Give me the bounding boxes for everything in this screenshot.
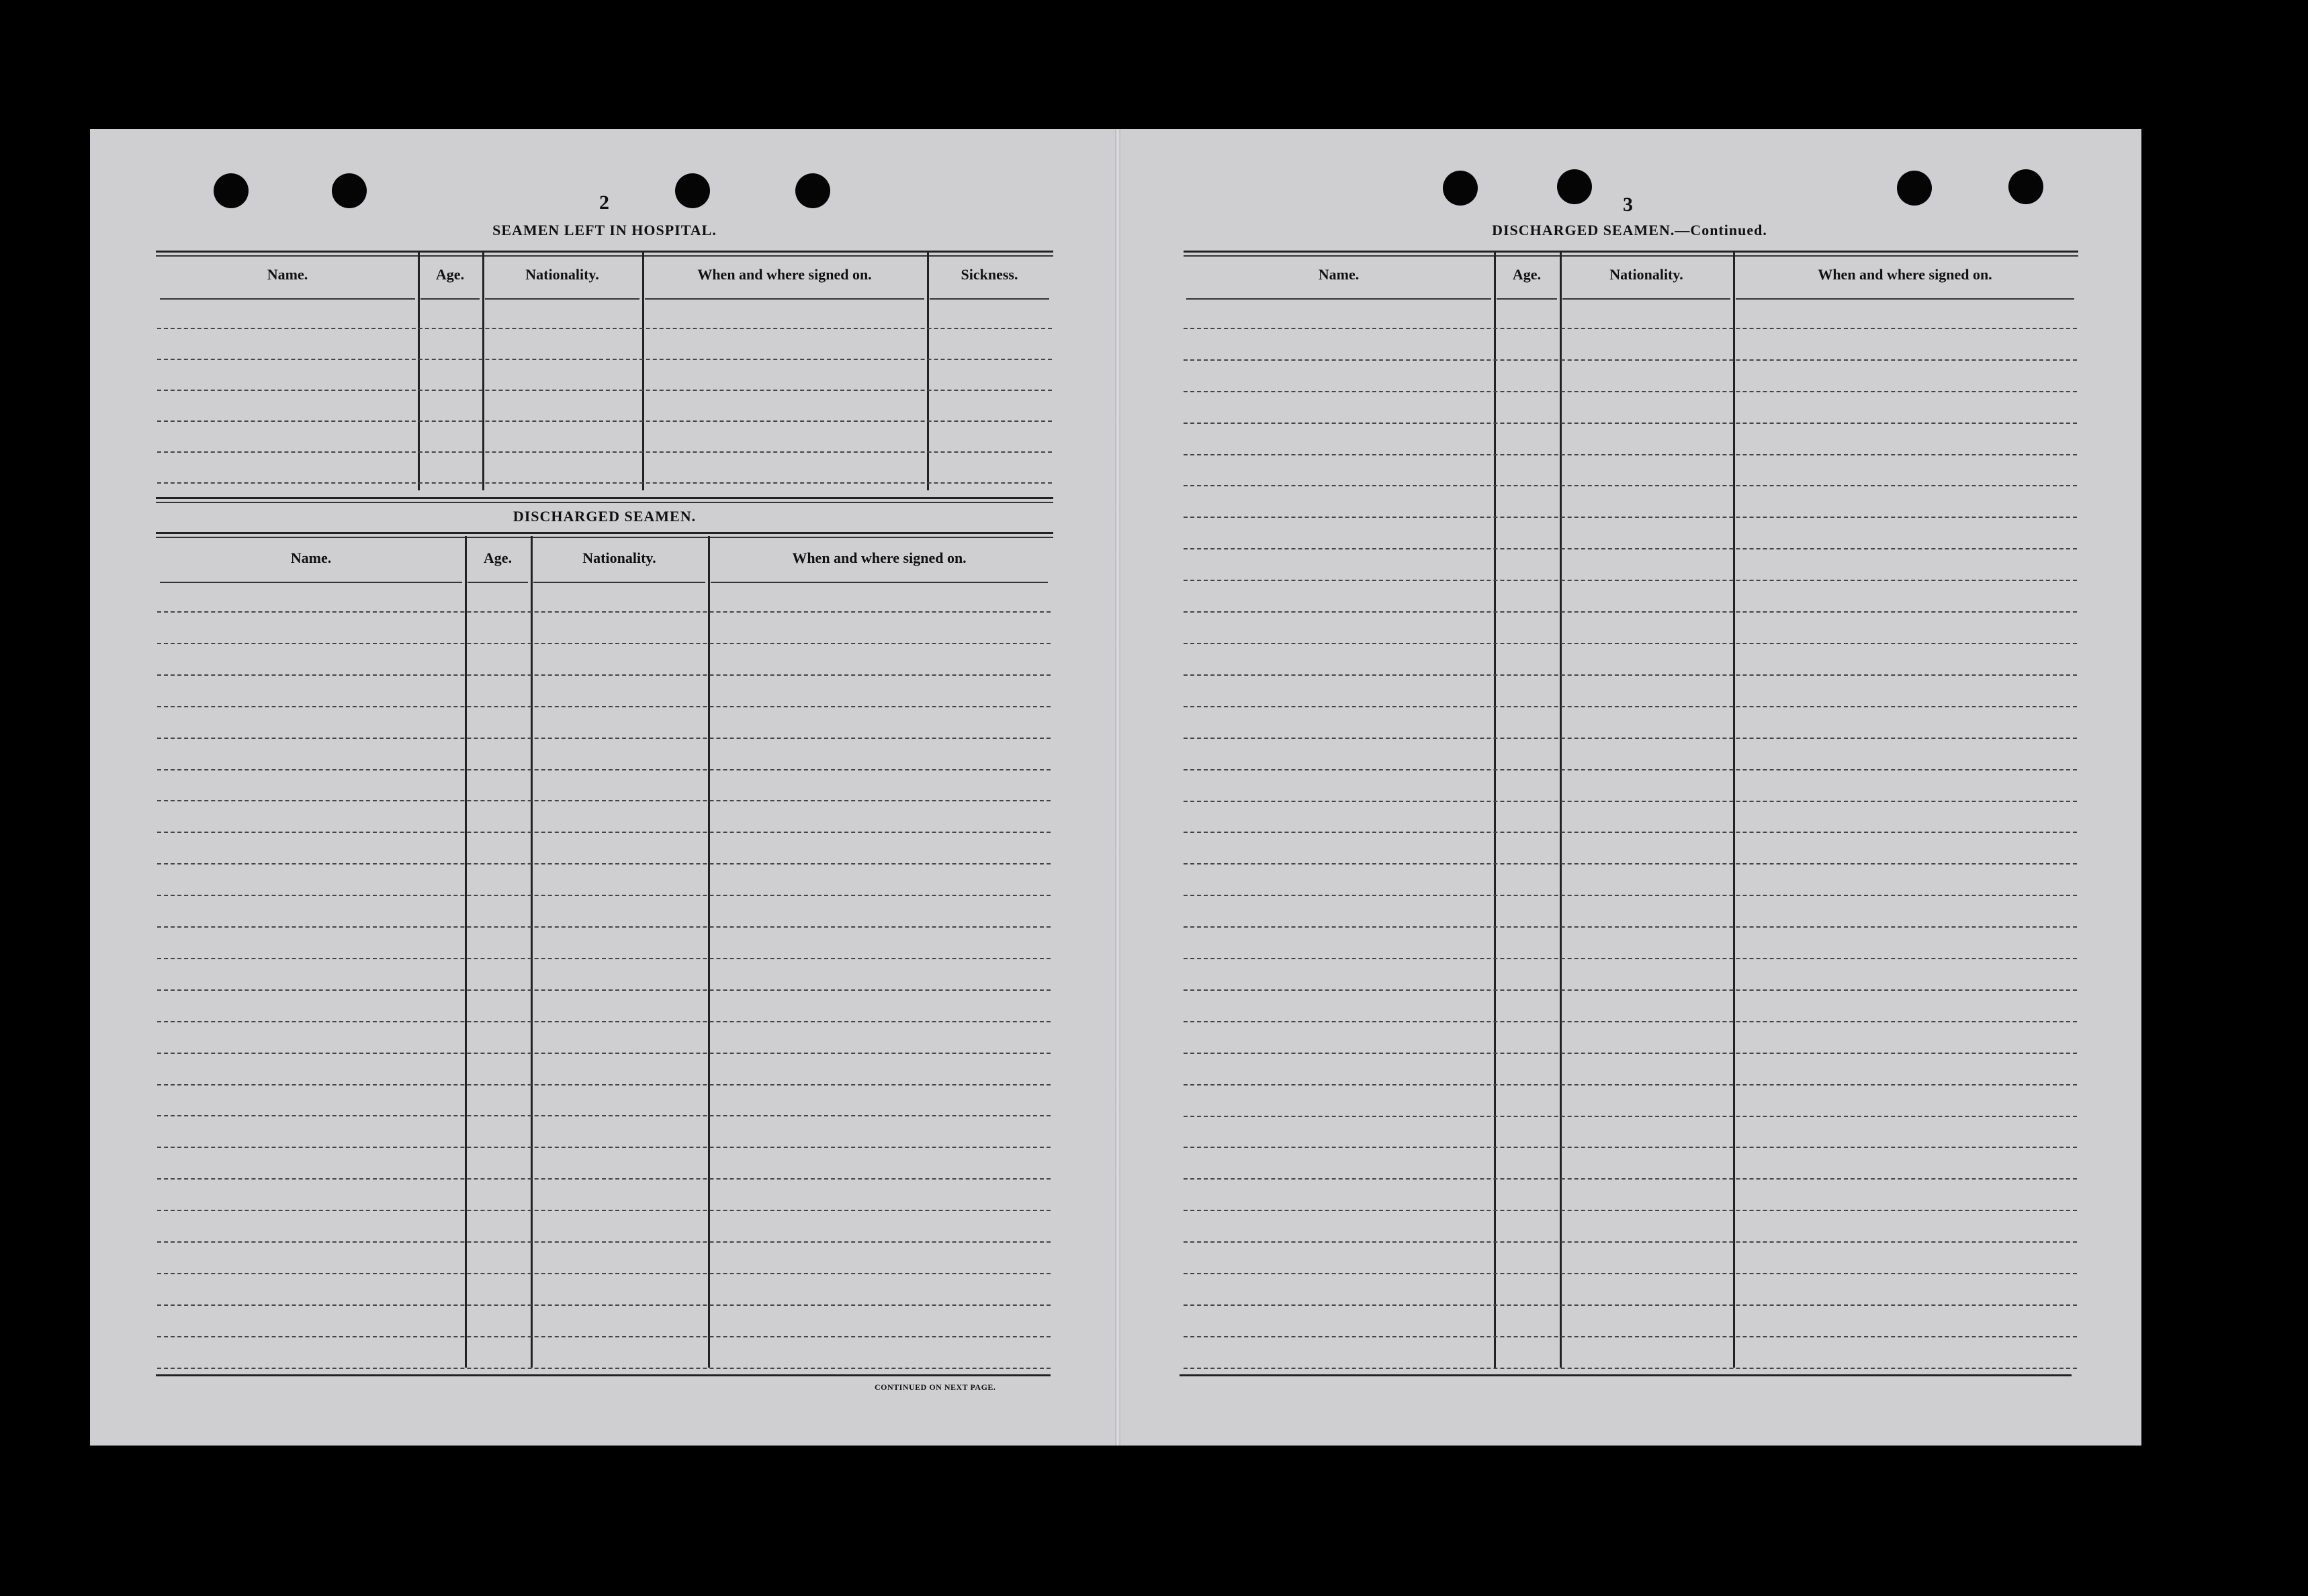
entry-line <box>157 1178 1051 1180</box>
entry-line <box>1184 1021 2077 1022</box>
entry-line <box>157 1273 1051 1274</box>
column-header-when-where-signed-on: When and where signed on. <box>1818 266 1992 283</box>
page-number-right: 3 <box>1623 193 1633 216</box>
discharged-continued-title: DISCHARGED SEAMEN.—Continued. <box>1492 222 1767 238</box>
column-header-sickness: Sickness. <box>961 266 1018 283</box>
column-divider <box>482 253 484 490</box>
entry-line <box>1184 895 2077 896</box>
column-divider <box>642 253 644 490</box>
entry-line <box>157 800 1051 801</box>
entry-line <box>157 706 1051 707</box>
entry-line <box>157 1021 1051 1022</box>
entry-line <box>1184 674 2077 676</box>
entry-line <box>1184 1178 2077 1180</box>
entry-line <box>157 738 1051 739</box>
entry-line <box>157 1336 1051 1337</box>
entry-line <box>1184 1116 2077 1117</box>
entry-line <box>157 863 1051 864</box>
entry-line <box>157 989 1051 991</box>
entry-line <box>1184 611 2077 613</box>
entry-line <box>157 451 1052 453</box>
entry-line <box>1184 1241 2077 1243</box>
column-header-name: Name. <box>267 266 308 283</box>
entry-line <box>1184 863 2077 864</box>
entry-line <box>1184 359 2077 361</box>
column-header-nationality: Nationality. <box>525 266 599 283</box>
entry-line <box>1184 454 2077 455</box>
entry-line <box>1184 706 2077 707</box>
entry-line <box>157 895 1051 896</box>
entry-line <box>1184 423 2077 424</box>
page-fold <box>1115 129 1120 1446</box>
entry-line <box>157 328 1052 329</box>
continued-note: CONTINUED ON NEXT PAGE. <box>875 1382 996 1392</box>
entry-line <box>1184 1084 2077 1085</box>
page-number-left: 2 <box>599 191 609 214</box>
entry-line <box>1184 769 2077 770</box>
entry-line <box>1184 989 2077 991</box>
hospital-table-top-rule <box>156 251 1053 253</box>
entry-line <box>1184 1304 2077 1306</box>
column-divider <box>531 536 533 1368</box>
punch-hole <box>1557 169 1592 204</box>
entry-line <box>157 611 1051 613</box>
punch-hole <box>795 173 830 208</box>
column-divider <box>418 253 420 490</box>
punch-hole <box>2008 169 2043 204</box>
entry-line <box>157 1147 1051 1148</box>
column-header-when-where-signed-on: When and where signed on. <box>792 549 967 566</box>
entry-line <box>1184 1210 2077 1211</box>
punch-hole <box>1443 171 1478 206</box>
entry-line <box>157 958 1051 959</box>
entry-line <box>157 359 1052 360</box>
entry-line <box>157 769 1051 770</box>
entry-line <box>157 832 1051 833</box>
column-divider <box>1494 253 1496 1368</box>
entry-line <box>157 643 1051 644</box>
hospital-section-title: SEAMEN LEFT IN HOSPITAL. <box>492 222 717 238</box>
entry-line <box>1184 738 2077 739</box>
entry-line <box>1184 328 2077 329</box>
entry-line <box>1184 517 2077 518</box>
entry-line <box>157 1304 1051 1306</box>
entry-line <box>1184 926 2077 928</box>
column-header-age: Age. <box>435 266 465 283</box>
column-header-when-where-signed-on: When and where signed on. <box>697 266 872 283</box>
entry-line <box>1184 1273 2077 1274</box>
entry-line <box>1184 1336 2077 1337</box>
entry-line <box>1184 832 2077 833</box>
entry-line <box>1184 1147 2077 1148</box>
column-header-age: Age. <box>1512 266 1542 283</box>
column-divider <box>1733 253 1735 1368</box>
entry-line <box>157 674 1051 676</box>
entry-line <box>157 482 1052 484</box>
entry-line <box>1184 801 2077 802</box>
column-divider <box>927 253 929 490</box>
entry-line <box>157 420 1052 422</box>
column-header-nationality: Nationality. <box>582 549 656 566</box>
entry-line <box>157 1368 1051 1369</box>
entry-line <box>1184 391 2077 392</box>
column-header-name: Name. <box>290 549 332 566</box>
punch-hole <box>1897 171 1932 206</box>
column-divider <box>465 536 467 1368</box>
entry-line <box>157 926 1051 928</box>
entry-line <box>1184 958 2077 959</box>
entry-line <box>1184 643 2077 644</box>
entry-line <box>1184 485 2077 486</box>
column-header-age: Age. <box>483 549 513 566</box>
discharged-section-title: DISCHARGED SEAMEN. <box>513 508 697 525</box>
entry-line <box>1184 580 2077 581</box>
entry-line <box>157 1210 1051 1211</box>
entry-line <box>157 1241 1051 1243</box>
column-divider <box>1560 253 1562 1368</box>
entry-line <box>157 1084 1051 1085</box>
entry-line <box>1184 548 2077 549</box>
entry-line <box>157 390 1052 391</box>
entry-line <box>1184 1368 2077 1369</box>
entry-line <box>157 1053 1051 1054</box>
punch-hole <box>214 173 249 208</box>
entry-line <box>157 1115 1051 1116</box>
entry-line <box>1184 1053 2077 1054</box>
column-header-name: Name. <box>1318 266 1360 283</box>
column-header-nationality: Nationality. <box>1609 266 1683 283</box>
punch-hole <box>675 173 710 208</box>
punch-hole <box>332 173 367 208</box>
column-divider <box>708 536 710 1368</box>
